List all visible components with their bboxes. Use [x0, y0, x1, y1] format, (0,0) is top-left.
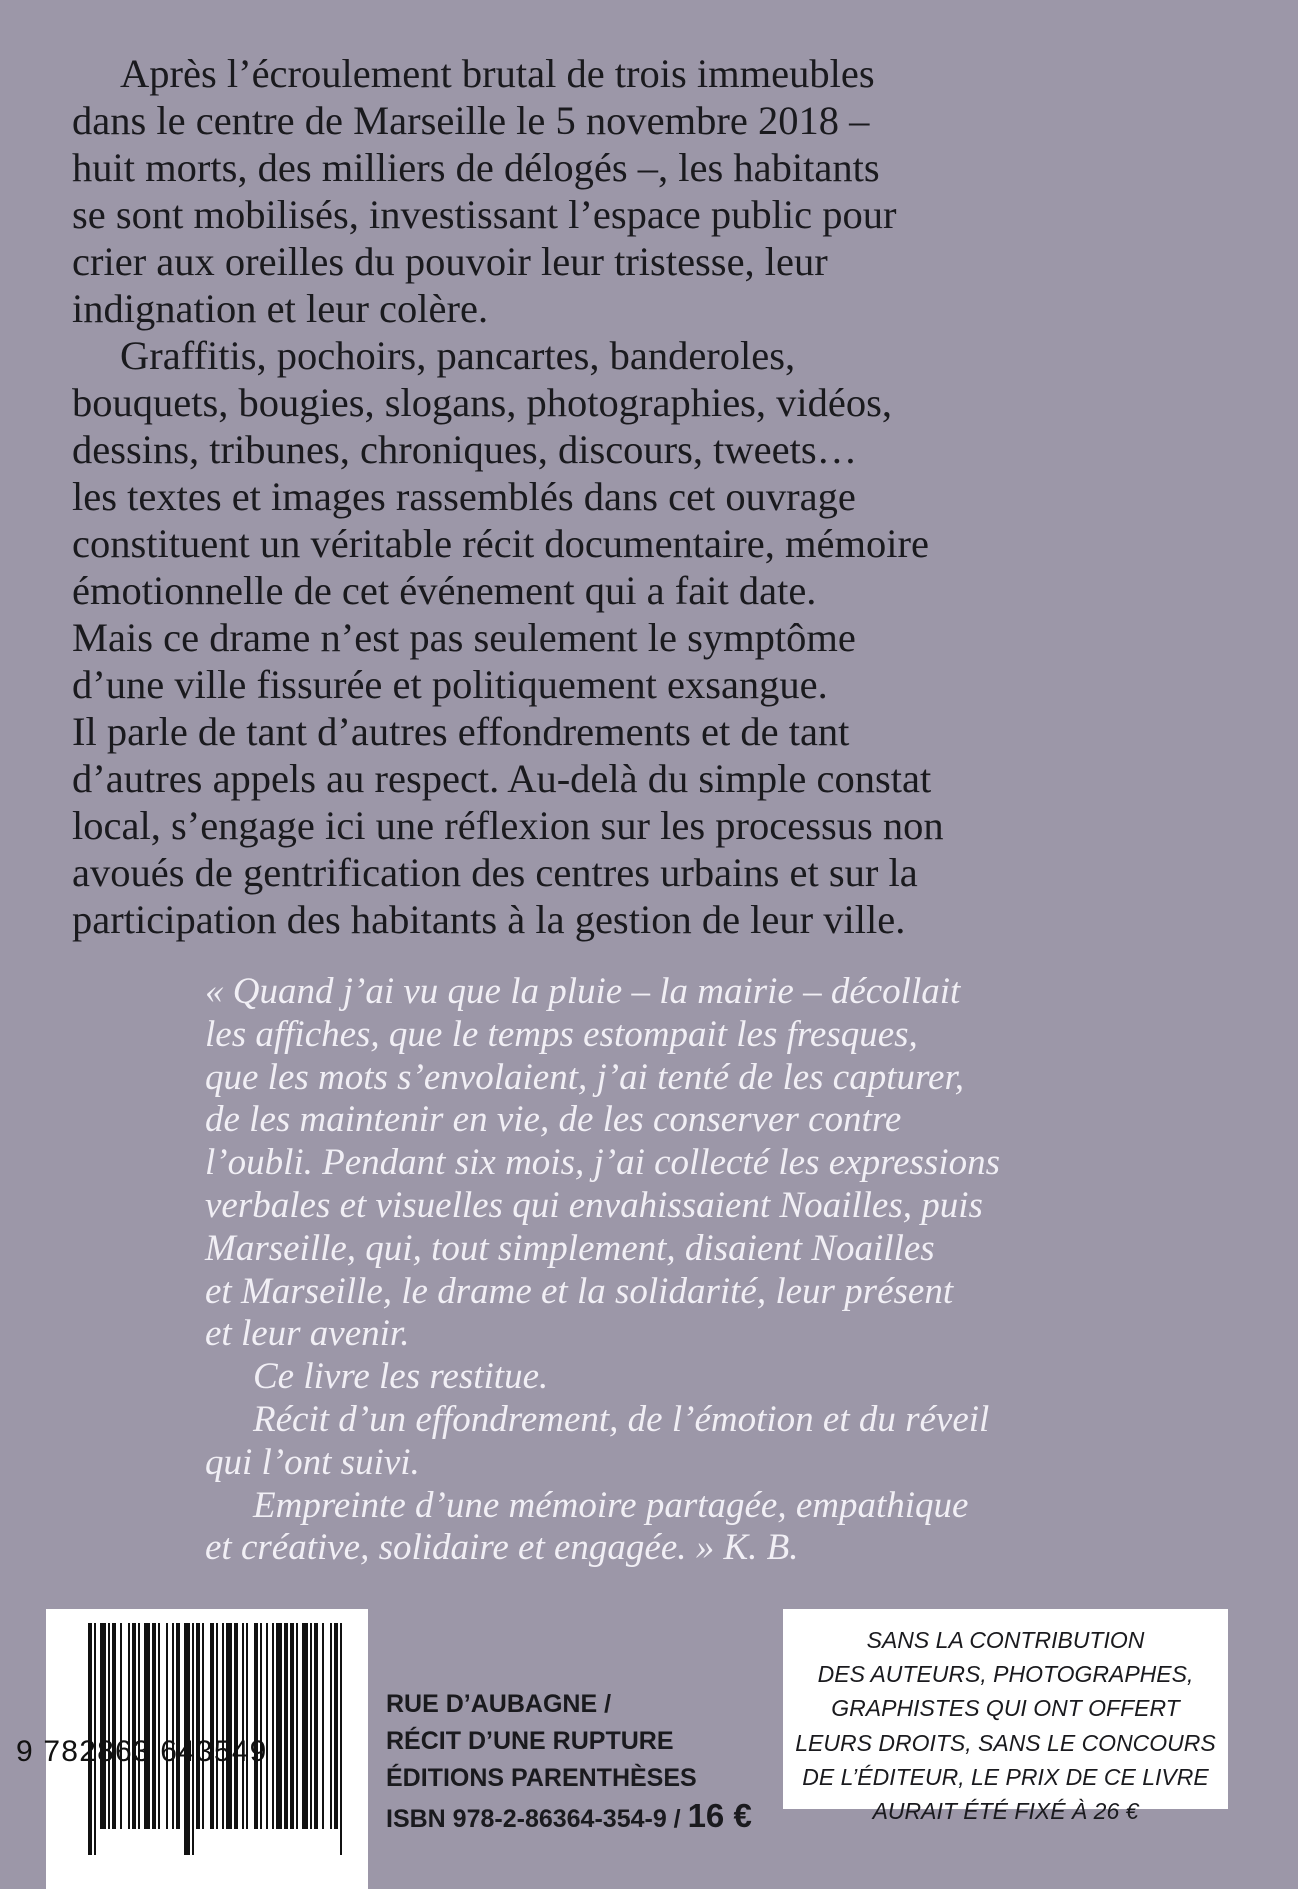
description-line: d’une ville fissurée et politiquement exsangue.: [72, 662, 828, 707]
quote-line: Empreinte d’une mémoire partagée, empathique: [253, 1484, 969, 1526]
description-line: se sont mobilisés, investissant l’espace public pour: [72, 192, 897, 237]
book-info: [386, 1686, 752, 1838]
description-line: Graffitis, pochoirs, pancartes, banderoles,: [120, 333, 796, 378]
price-note-line: AURAIT ÉTÉ FIXÉ À 26 €: [872, 1798, 1139, 1825]
description-line: crier aux oreilles du pouvoir leur tristesse, leur: [72, 239, 828, 284]
description-line: émotionnelle de cet événement qui a fait date.: [72, 568, 817, 613]
description-line: les textes et images rassemblés dans cet ouvrage: [72, 474, 856, 519]
quote-line: les affiches, que le temps estompait les fresques,: [205, 1013, 918, 1055]
publisher-name: ÉDITIONS PARENTHÈSES: [386, 1764, 697, 1792]
quote-line: que les mots s’envolaient, j’ai tenté de les capturer,: [205, 1056, 965, 1098]
description-line: participation des habitants à la gestion de leur ville.: [72, 897, 906, 942]
price-note-line: DE L’ÉDITEUR, LE PRIX DE CE LIVRE: [802, 1763, 1209, 1790]
isbn-price-line: [386, 1797, 752, 1838]
quote-line: et créative, solidaire et engagée. » K. B.: [205, 1527, 799, 1569]
quote-line: verbales et visuelles qui envahissaient Noailles, puis: [205, 1184, 983, 1226]
price-note-line: SANS LA CONTRIBUTION: [866, 1627, 1145, 1653]
book-title-line-2: RÉCIT D’UNE RUPTURE: [386, 1727, 674, 1755]
quote-line: l’oubli. Pendant six mois, j’ai collecté les expressions: [205, 1142, 1000, 1184]
book-title-line-1: RUE D’AUBAGNE /: [386, 1690, 612, 1718]
quote-line: Marseille, qui, tout simplement, disaient Noailles: [205, 1227, 935, 1269]
description-line: indignation et leur colère.: [72, 286, 489, 331]
description-line: d’autres appels au respect. Au-delà du simple constat: [72, 756, 932, 801]
description-line: dessins, tribunes, chroniques, discours, tweets…: [72, 427, 858, 472]
price-note-line: GRAPHISTES QUI ONT OFFERT: [831, 1695, 1180, 1722]
quote-line: de les maintenir en vie, de les conserver contre: [205, 1099, 902, 1141]
description-line: Il parle de tant d’autres effondrements et de tant: [72, 709, 850, 754]
price-note-line: LEURS DROITS, SANS LE CONCOURS: [795, 1729, 1216, 1756]
description-line: local, s’engage ici une réflexion sur les processus non: [72, 803, 944, 848]
quote-line: Ce livre les restitue.: [253, 1356, 549, 1398]
quote-line: qui l’ont suivi.: [205, 1441, 420, 1483]
author-quote: [205, 971, 1125, 1570]
description-line: avoués de gentrification des centres urbains et sur la: [72, 850, 918, 895]
book-price: 16 €: [687, 1797, 752, 1834]
quote-line: « Quand j’ai vu que la pluie – la mairie – décollait: [205, 971, 961, 1012]
description-line: Après l’écroulement brutal de trois immeubles: [120, 51, 875, 96]
description-line: constituent un véritable récit documentaire, mémoire: [72, 521, 929, 566]
barcode-number: 9 782863 643549: [16, 1735, 268, 1768]
quote-line: et leur avenir.: [205, 1313, 410, 1355]
isbn-number: ISBN 978-2-86364-354-9 /: [386, 1805, 681, 1833]
quote-line: et Marseille, le drame et la solidarité, leur présent: [205, 1270, 954, 1312]
quote-line: Récit d’un effondrement, de l’émotion et du réveil: [253, 1398, 990, 1440]
price-note-line: DES AUTEURS, PHOTOGRAPHES,: [817, 1661, 1194, 1688]
description-line: bouquets, bougies, slogans, photographies, vidéos,: [72, 380, 893, 425]
description-line: dans le centre de Marseille le 5 novembre 2018 –: [72, 98, 870, 143]
back-cover-description: [72, 50, 1132, 943]
price-note-box: [783, 1609, 1228, 1825]
description-line: Mais ce drame n’est pas seulement le symptôme: [72, 615, 856, 660]
description-line: huit morts, des milliers de délogés –, les habitants: [72, 145, 880, 190]
